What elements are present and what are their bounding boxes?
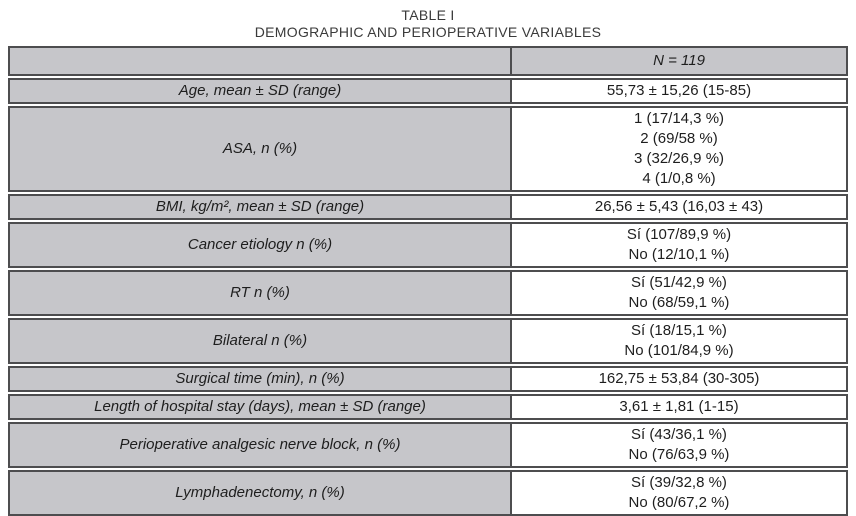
row-label: Length of hospital stay (days), mean ± SD (range) bbox=[94, 398, 426, 415]
row-value-cell bbox=[512, 272, 846, 314]
row-label-cell bbox=[10, 272, 512, 314]
value-line: 4 (1/0,8 %) bbox=[642, 170, 716, 187]
row-value-cell bbox=[512, 80, 846, 102]
row-label: Age, mean ± SD (range) bbox=[178, 82, 342, 99]
value-line: Sí (43/36,1 %) bbox=[631, 426, 727, 443]
demographics-table bbox=[8, 46, 848, 516]
table-row bbox=[8, 194, 848, 220]
row-value-cell bbox=[512, 196, 846, 218]
row-label-cell bbox=[10, 396, 512, 418]
row-value-cell bbox=[512, 108, 846, 190]
value-line: 162,75 ± 53,84 (30-305) bbox=[598, 370, 760, 387]
table-subtitle: DEMOGRAPHIC AND PERIOPERATIVE VARIABLES bbox=[254, 24, 602, 40]
row-label: Surgical time (min), n (%) bbox=[175, 370, 345, 387]
row-label-cell bbox=[10, 472, 512, 514]
value-line: Sí (18/15,1 %) bbox=[631, 322, 727, 339]
value-line: Sí (51/42,9 %) bbox=[631, 274, 727, 291]
value-line: No (12/10,1 %) bbox=[628, 246, 730, 263]
row-value-cell bbox=[512, 368, 846, 390]
row-value-cell bbox=[512, 224, 846, 266]
header-value: N = 119 bbox=[653, 52, 705, 69]
header-value-cell bbox=[512, 48, 846, 74]
table-title: TABLE I bbox=[401, 7, 455, 23]
row-label: Perioperative analgesic nerve block, n (%) bbox=[119, 436, 401, 453]
value-line: 3 (32/26,9 %) bbox=[633, 150, 725, 167]
row-value-cell bbox=[512, 396, 846, 418]
table-header-row bbox=[8, 46, 848, 76]
table-row bbox=[8, 318, 848, 364]
value-line: Sí (39/32,8 %) bbox=[631, 474, 727, 491]
row-label-cell bbox=[10, 424, 512, 466]
table-row bbox=[8, 394, 848, 420]
value-line: 2 (69/58 %) bbox=[640, 130, 718, 147]
value-line: Sí (107/89,9 %) bbox=[626, 226, 732, 243]
table-caption bbox=[0, 0, 856, 41]
row-label-cell bbox=[10, 80, 512, 102]
row-label: ASA, n (%) bbox=[222, 140, 298, 157]
table-row bbox=[8, 422, 848, 468]
table-row bbox=[8, 106, 848, 192]
table-row bbox=[8, 270, 848, 316]
table-row bbox=[8, 222, 848, 268]
row-label: Bilateral n (%) bbox=[212, 332, 308, 349]
row-value-cell bbox=[512, 320, 846, 362]
row-label: Lymphadenectomy, n (%) bbox=[175, 484, 345, 501]
row-label-cell bbox=[10, 368, 512, 390]
header-label-cell bbox=[10, 48, 512, 74]
table-row bbox=[8, 470, 848, 516]
table-row bbox=[8, 366, 848, 392]
row-value-cell bbox=[512, 472, 846, 514]
row-value-cell bbox=[512, 424, 846, 466]
value-line: 55,73 ± 15,26 (15-85) bbox=[606, 82, 752, 99]
value-line: 3,61 ± 1,81 (1-15) bbox=[619, 398, 739, 415]
value-line: 26,56 ± 5,43 (16,03 ± 43) bbox=[594, 198, 764, 215]
value-line: No (76/63,9 %) bbox=[628, 446, 730, 463]
row-label: Cancer etiology n (%) bbox=[187, 236, 333, 253]
row-label-cell bbox=[10, 224, 512, 266]
row-label-cell bbox=[10, 196, 512, 218]
row-label-cell bbox=[10, 320, 512, 362]
row-label-cell bbox=[10, 108, 512, 190]
value-line: No (101/84,9 %) bbox=[624, 342, 734, 359]
row-label: RT n (%) bbox=[230, 284, 290, 301]
value-line: No (68/59,1 %) bbox=[628, 294, 730, 311]
table-row bbox=[8, 78, 848, 104]
row-label: BMI, kg/m², mean ± SD (range) bbox=[155, 198, 365, 215]
value-line: 1 (17/14,3 %) bbox=[633, 110, 725, 127]
value-line: No (80/67,2 %) bbox=[628, 494, 730, 511]
